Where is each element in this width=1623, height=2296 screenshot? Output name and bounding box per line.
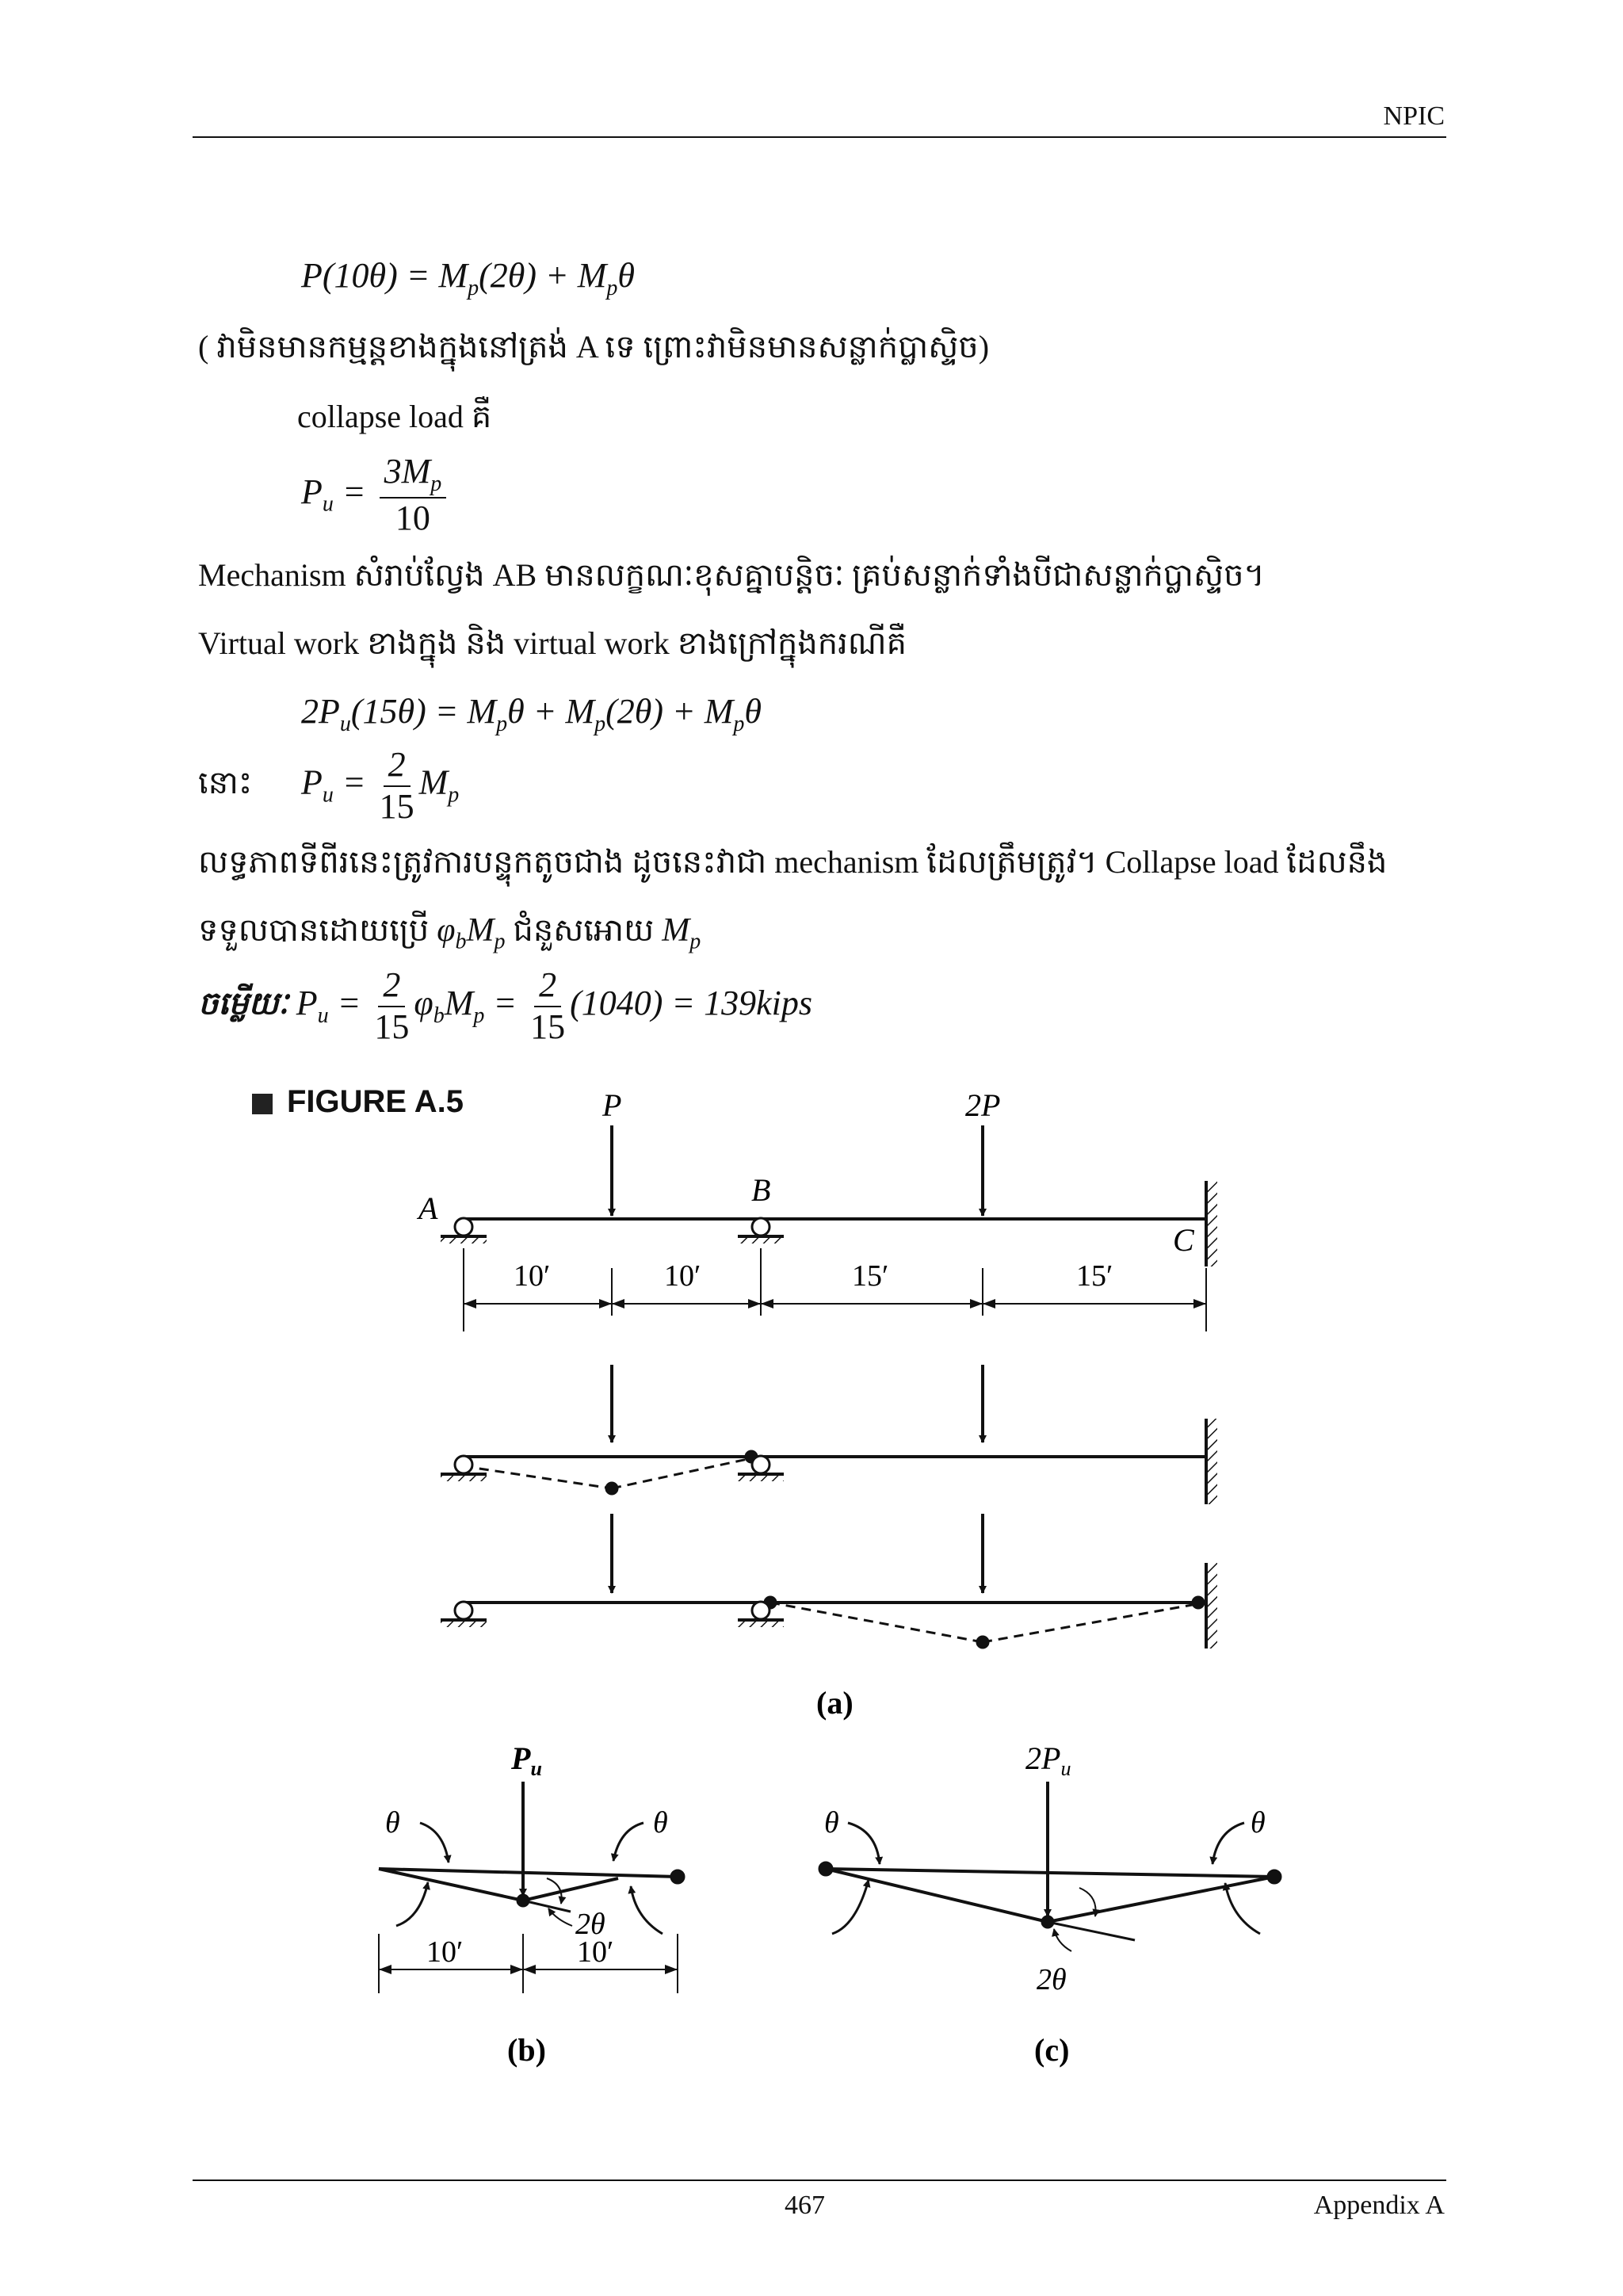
figure-label-b: (b) <box>507 2032 546 2068</box>
dim-4: 15′ <box>1076 1259 1113 1293</box>
equation-1: $P(10\theta) = M_p(2\theta) + M_p\theta$ <box>301 256 636 300</box>
then-label: នោះ <box>198 765 253 800</box>
b-load-label: $P_u$ <box>511 1740 542 1780</box>
equation-pu-3mp: $P_u$ = $\frac{3M_p}{10}$ <box>301 452 451 539</box>
paragraph-second-possibility: លទ្ធភាពទីពីរនេះត្រូវការបន្ទុកតូចជាង ដូចនេះវាជា mechanism ដែលត្រឹមត្រូវ។ Collapse load ដែលនឹង <box>198 844 1388 880</box>
dim-3: 15′ <box>852 1259 889 1293</box>
load-2p-label: 2P <box>965 1087 1001 1123</box>
page-number: 467 <box>785 2191 825 2220</box>
c-load-label: $2P_u$ <box>1025 1740 1071 1780</box>
b-theta-left: θ <box>385 1806 400 1839</box>
header-label: NPIC <box>1383 101 1445 131</box>
figure-label-a: (a) <box>816 1685 854 1721</box>
node-a-label: A <box>418 1190 438 1226</box>
footer-rule <box>193 2179 1446 2181</box>
b-dim-1: 10′ <box>426 1935 464 1969</box>
detail-c <box>819 1782 1281 1951</box>
paragraph-using-phi: ទទួលបានដោយប្រើ $\varphi_bM_p$ ជំនួសអោយ $M_p$ <box>198 912 701 954</box>
paragraph-mechanism-ab: Mechanism សំរាប់ល្វែង AB មានលក្ខណៈខុសគ្នាបន្តិចៈ គ្រប់សន្លាក់ទាំងបីជាសន្លាក់ប្លាស្ទិច។ <box>198 557 1265 593</box>
mechanism-span-bc <box>441 1514 1217 1648</box>
node-b-label: B <box>751 1172 771 1208</box>
paragraph-virtual-work: Virtual work ខាងក្នុង និង virtual work ខាងក្រៅក្នុងករណីគឺ <box>198 625 907 661</box>
note-no-internal-work: ( វាមិនមានកម្មន្តខាងក្នុងនៅត្រង់ A ទេ ព្រោះវាមិនមានសន្លាក់ប្លាស្ទិច) <box>198 329 990 365</box>
c-two-theta: 2θ <box>1037 1963 1067 1996</box>
equation-pu-2-15: $P_u$ = $\frac{2}{15}$ $M_p$ <box>301 745 460 826</box>
dim-2: 10′ <box>664 1259 701 1293</box>
dim-1: 10′ <box>514 1259 551 1293</box>
load-p-label: P <box>602 1087 622 1123</box>
answer-label: ចម្លើយៈ <box>198 985 288 1022</box>
b-two-theta: 2θ <box>575 1908 605 1941</box>
figure-title: FIGURE A.5 <box>252 1084 464 1120</box>
b-dim-2: 10′ <box>577 1935 614 1969</box>
c-theta-left: θ <box>824 1806 839 1839</box>
b-theta-right: θ <box>653 1806 668 1839</box>
figure-label-c: (c) <box>1034 2032 1070 2068</box>
mechanism-span-ab <box>441 1365 1217 1504</box>
equation-2: $2P_u(15\theta) = M_p\theta + M_p(2\theta) + M_p\theta$ <box>301 692 762 736</box>
footer-appendix: Appendix A <box>1313 2191 1445 2220</box>
collapse-load-label: collapse load គឺ <box>297 399 492 434</box>
c-theta-right: θ <box>1251 1806 1266 1839</box>
beam-loaded <box>441 1125 1217 1331</box>
answer-line: ចម្លើយៈ $P_u$ = $\frac{2}{15}$ $\varphi_bM_p$ = $\frac{2}{15}$ (1040) = 139kips <box>198 965 812 1046</box>
detail-b <box>379 1782 685 1993</box>
node-c-label: C <box>1173 1222 1194 1258</box>
